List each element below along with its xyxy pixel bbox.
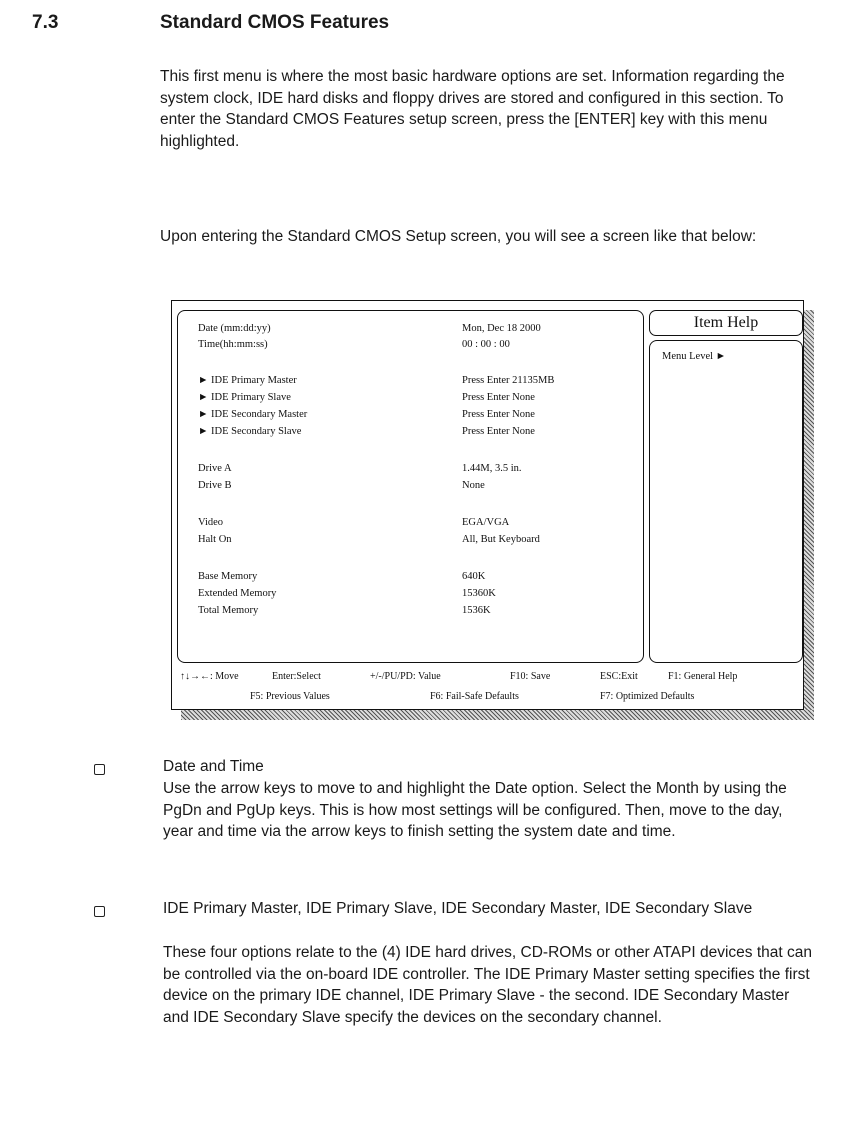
key-select: Enter:Select (272, 671, 321, 682)
bios-row-label: Extended Memory (198, 588, 277, 599)
bios-frame (171, 300, 804, 710)
bullet-body-ide: These four options relate to the (4) IDE hard drives, CD-ROMs or other ATAPI devices that can be controlled via the on-board IDE controller. The IDE Primary Master setting specifies the first device on the primary IDE channel, IDE Primary Slave - the second. IDE Secondary Master and IDE Secondary Slave specify the devices on the secondary channel. (163, 944, 812, 1026)
bios-row-label: Time(hh:mm:ss) (198, 339, 268, 350)
bios-row-label: ► IDE Secondary Slave (198, 426, 302, 437)
key-fail-safe-defaults: F6: Fail-Safe Defaults (430, 691, 519, 702)
bios-row-value: Press Enter None (462, 392, 535, 403)
bios-row-value: Press Enter None (462, 409, 535, 420)
bios-row-label: ► IDE Primary Master (198, 375, 297, 386)
bios-row-value: 15360K (462, 588, 496, 599)
key-save: F10: Save (510, 671, 551, 682)
item-help-title: Item Help (649, 310, 803, 336)
key-general-help: F1: General Help (668, 671, 738, 682)
bios-row-value: All, But Keyboard (462, 534, 540, 545)
bios-row-value: 1536K (462, 605, 491, 616)
bios-row-label: Total Memory (198, 605, 259, 616)
bullet-heading-ide: IDE Primary Master, IDE Primary Slave, IDE Secondary Master, IDE Secondary Slave (163, 900, 753, 917)
key-exit: ESC:Exit (600, 671, 638, 682)
bios-row-label: Video (198, 517, 224, 528)
bios-row-label: Base Memory (198, 571, 258, 582)
bios-row-label: ► IDE Primary Slave (198, 392, 291, 403)
bios-row-label: Drive A (198, 463, 232, 474)
bios-settings-panel (177, 310, 644, 663)
bios-row-value: 640K (462, 571, 486, 582)
bullet-heading-date-time: Date and Time (163, 758, 264, 775)
bullet-checkbox-icon (94, 764, 105, 775)
bios-row-value: Press Enter 21135MB (462, 375, 555, 386)
bios-row-label: Date (mm:dd:yy) (198, 323, 271, 334)
bios-shadow-right (804, 310, 814, 720)
bios-row-label: Drive B (198, 480, 232, 491)
key-previous-values: F5: Previous Values (250, 691, 330, 702)
bios-row-label: Halt On (198, 534, 232, 545)
bios-shadow-bottom (181, 710, 814, 720)
key-value: +/-/PU/PD: Value (370, 671, 441, 682)
screen-intro-paragraph: Upon entering the Standard CMOS Setup screen, you will see a screen like that below: (160, 228, 757, 245)
item-help-panel (649, 340, 803, 663)
section-title: Standard CMOS Features (160, 12, 390, 33)
bios-row-value: EGA/VGA (462, 517, 510, 528)
bios-row-label: ► IDE Secondary Master (198, 409, 308, 420)
key-move: ↑↓→←: Move (180, 671, 239, 682)
bios-row-value: 1.44M, 3.5 in. (462, 463, 522, 474)
bios-row-value: Mon, Dec 18 2000 (462, 323, 541, 334)
intro-paragraph: This first menu is where the most basic hardware options are set. Information regarding the system clock, IDE hard disks and floppy drives are stored and configured in this section. To enter the Standard CMOS Features setup screen, press the [ENTER] key with this menu highlighted. (160, 68, 785, 150)
menu-level-label: Menu Level ► (662, 351, 727, 362)
bullet-body-date-time: Use the arrow keys to move to and highlight the Date option. Select the Month by using the PgDn and PgUp keys. This is how most settings will be configured. Then, move to the day, year and time via the arrow keys to finish setting the system date and time. (163, 780, 787, 840)
section-number: 7.3 (32, 12, 59, 33)
key-optimized-defaults: F7: Optimized Defaults (600, 691, 695, 702)
bios-row-value: None (462, 480, 485, 491)
bullet-checkbox-icon (94, 906, 105, 917)
bios-row-value: 00 : 00 : 00 (462, 339, 510, 350)
bios-screen-figure (171, 300, 814, 720)
bios-row-value: Press Enter None (462, 426, 535, 437)
